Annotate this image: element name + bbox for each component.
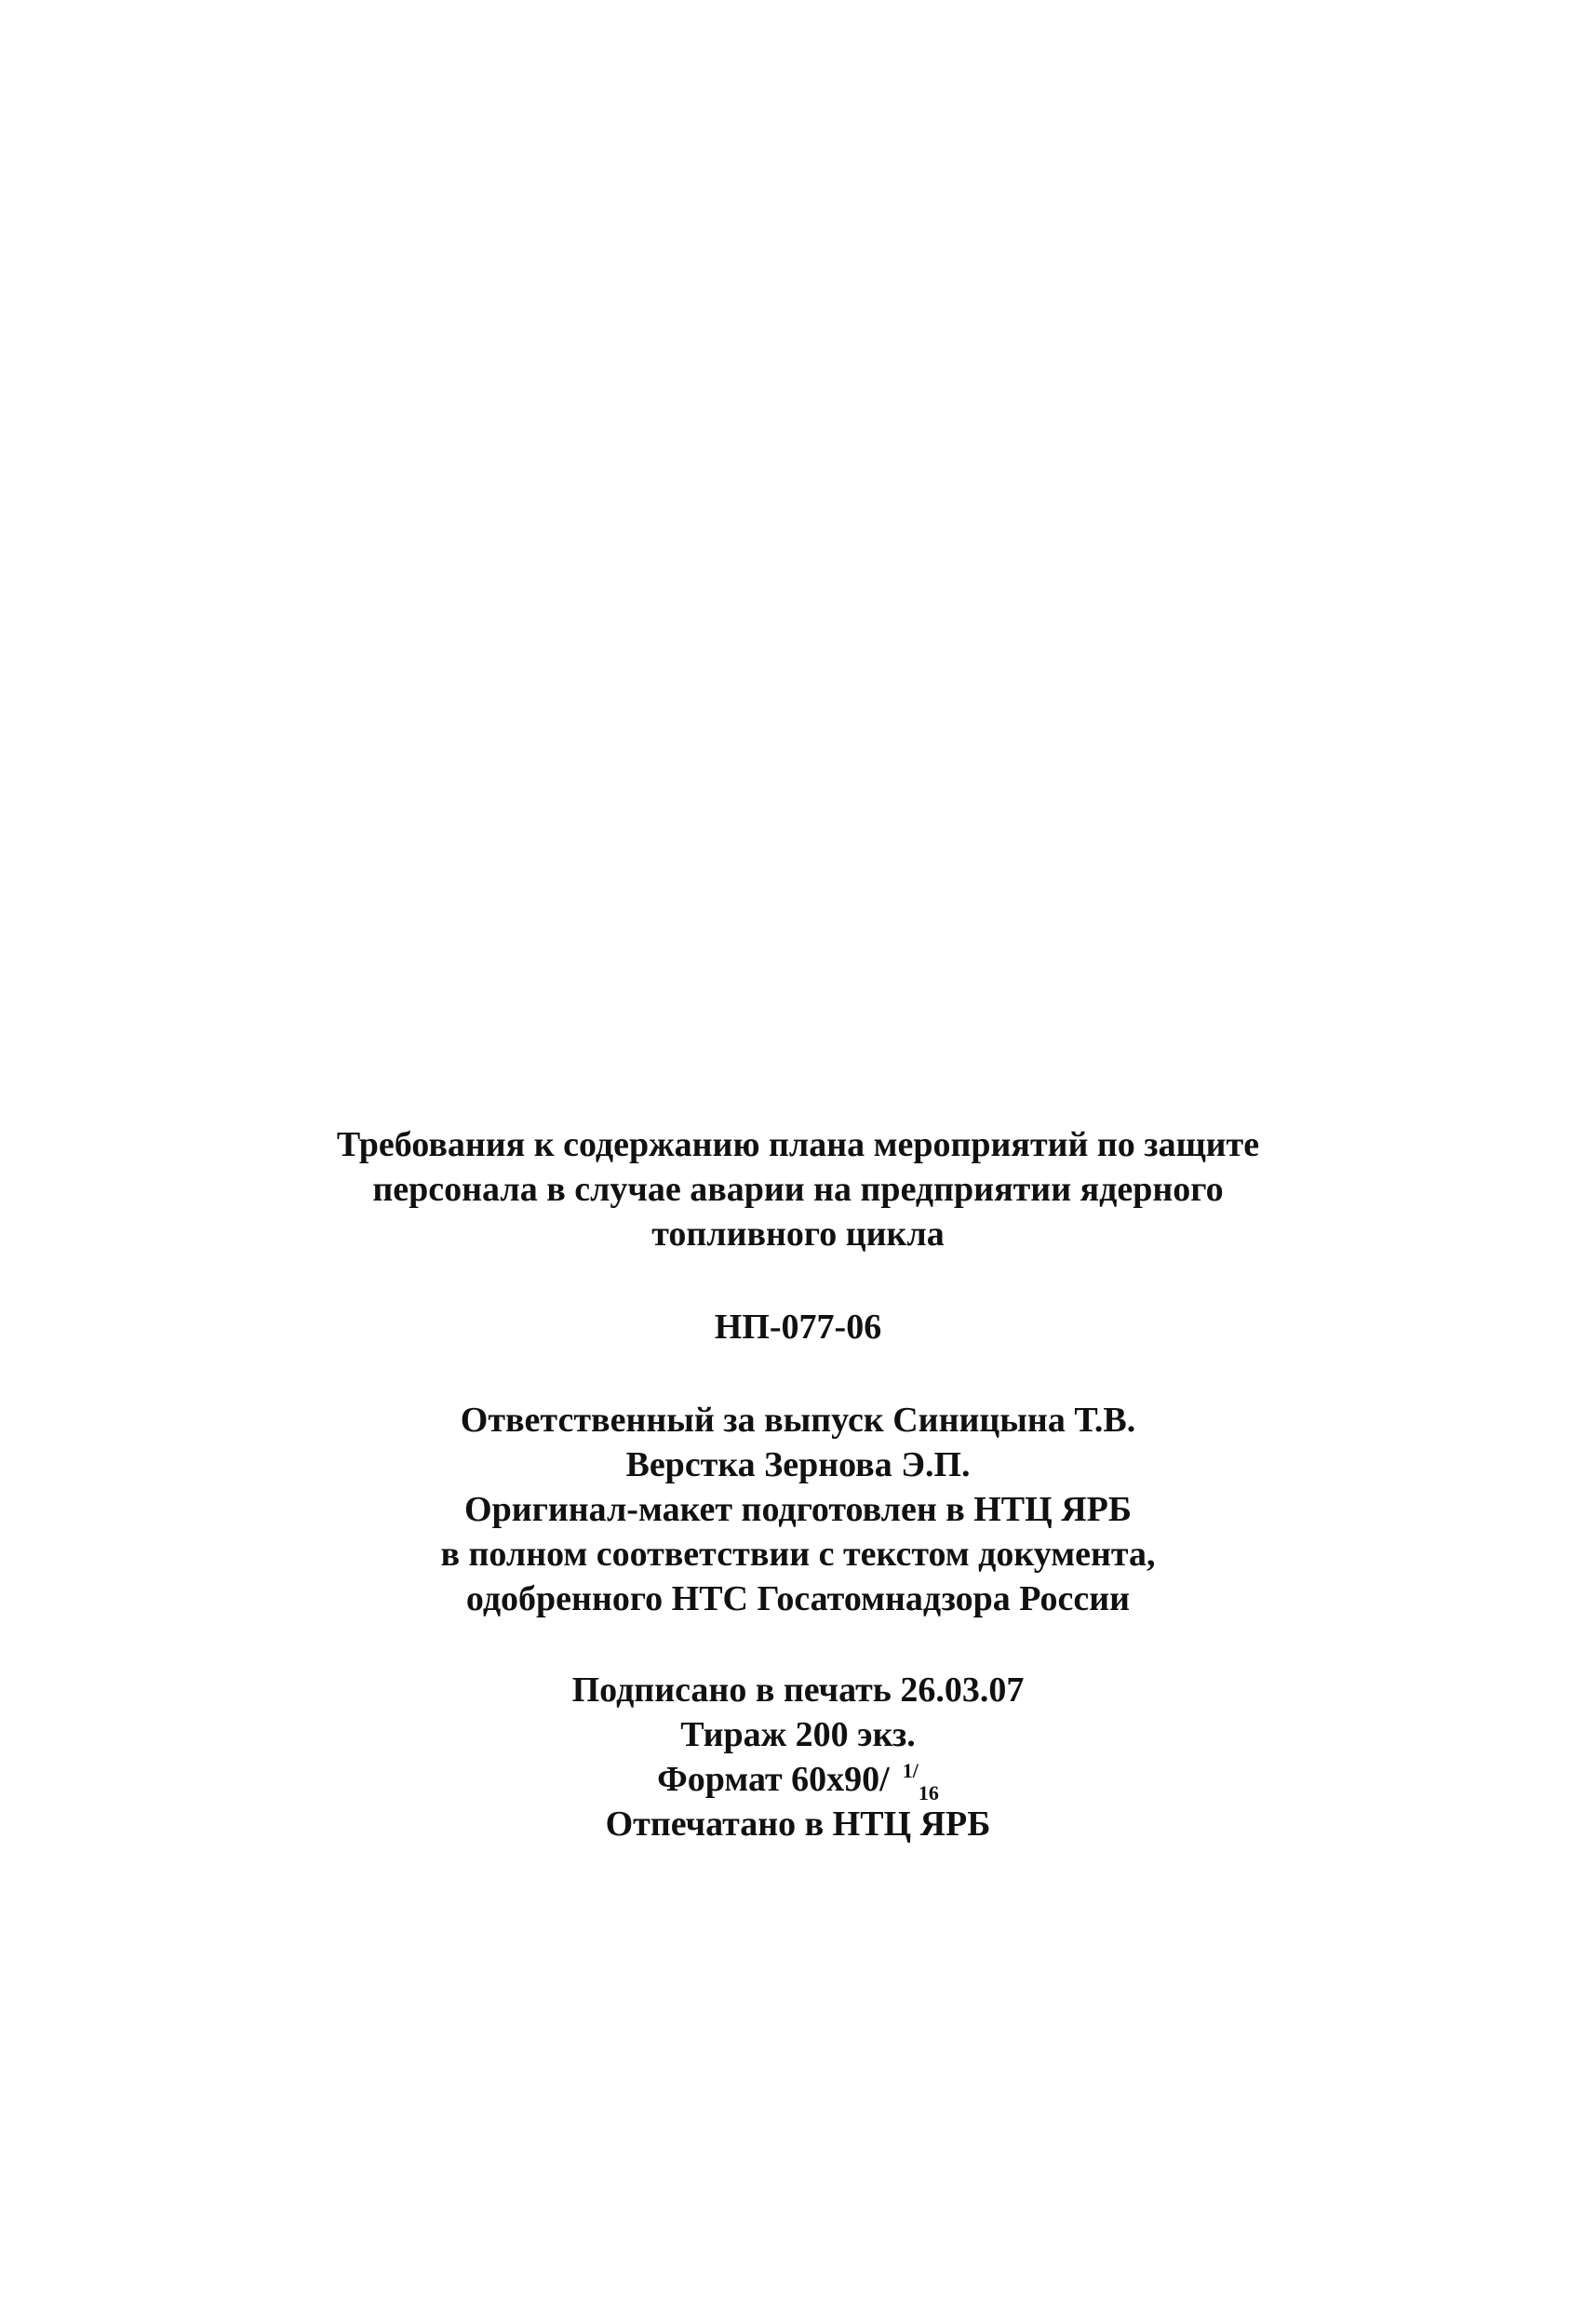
document-title	[0, 1122, 1596, 1256]
circulation: Тираж 200 экз.	[680, 1715, 916, 1754]
paper-format	[0, 1757, 1596, 1805]
title-line: персонала в случае аварии на предприятии ядерного	[372, 1170, 1224, 1209]
credit-line: Ответственный за выпуск Синицына Т.В.	[460, 1401, 1136, 1440]
printed-by: Отпечатано в НТЦ ЯРБ	[605, 1805, 991, 1844]
credit-line: Оригинал-макет подготовлен в НТЦ ЯРБ	[464, 1490, 1132, 1529]
format-denominator: 16	[918, 1781, 939, 1805]
credit-line: Верстка Зернова Э.П.	[625, 1445, 971, 1484]
title-line: топливного цикла	[651, 1214, 945, 1254]
format-prefix: Формат 60х90/	[657, 1760, 890, 1799]
document-code: НП-077-06	[714, 1308, 882, 1347]
title-line: Требования к содержанию плана мероприятий по защите	[336, 1125, 1260, 1164]
credit-line: в полном соответствии с текстом документа,	[440, 1535, 1156, 1574]
imprint-page	[0, 1122, 1596, 1846]
format-numerator: 1/	[902, 1759, 919, 1782]
print-info-block	[0, 1668, 1596, 1846]
signed-to-print: Подписано в печать 26.03.07	[571, 1671, 1025, 1710]
credits-block	[0, 1398, 1596, 1621]
document-code-block	[0, 1305, 1596, 1349]
credit-line: одобренного НТС Госатомнадзора России	[465, 1579, 1131, 1618]
